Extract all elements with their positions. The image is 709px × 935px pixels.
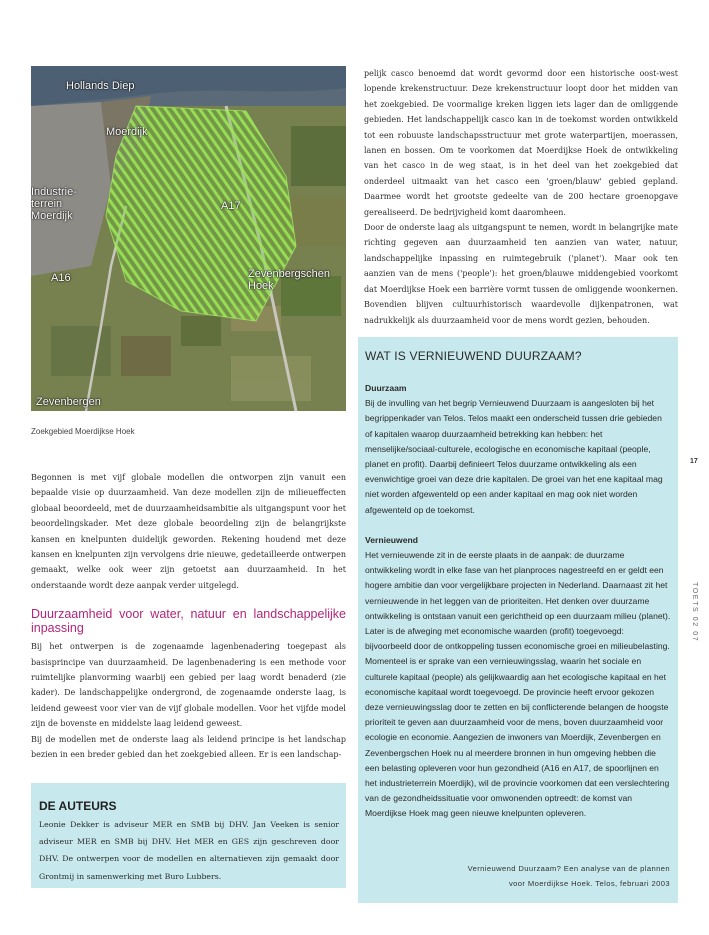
authors-text: Leonie Dekker is adviseur MER en SMB bij DHV. Jan Veeken is senior adviseur MER en SMB bij DHV. Het MER en GES zijn geschreven door DHV. De ontwerpen voor de modellen en alternatieven zijn gemaakt door Grontmij in samenwerking met Buro Lubbers. — [39, 820, 339, 881]
photo-caption: Zoekgebied Moerdijkse Hoek — [31, 427, 135, 436]
paragraph: pelijk casco benoemd dat wordt gevormd door een historische oost-west lopende krekenstructuur. Deze krekenstructuur loopt door het midden van het zoekgebied. De voormalige kreken liggen iets lager dan de omliggende gebieden. Het landschappelijk casco kan in de toekomst worden ontwikkeld tot een robuuste landschapsstructuur met grote waterpartijen, moerassen, lanen en bossen. Om te voorkomen dat Moerdijkse Hoek de ontwikkeling van het casco in de weg staat, is in het deel van het zoekgebied dat onderdeel uitmaakt van het casco een 'groen/blauw' gebied gepland. Daarmee wordt het grootste gedeelte van de 200 hectare groenopgave gerealiseerd. De bedrijvigheid komt daaromheen. — [364, 69, 678, 217]
map-label-a17: A17 — [221, 200, 241, 212]
map-label-zevenbergen: Zevenbergen — [36, 396, 101, 408]
sidebar-box — [358, 337, 678, 903]
authors-box — [31, 783, 346, 888]
section-heading: Duurzaamheid voor water, natuur en landschappelijke inpassing — [31, 607, 346, 636]
sidebar-subheading: Duurzaam — [365, 383, 407, 393]
sidebar-body — [365, 381, 671, 822]
reference-line: Vernieuwend Duurzaam? Een analyse van de plannen — [467, 864, 670, 873]
sidebar-reference — [468, 861, 670, 891]
map-label-moerdijk: Moerdijk — [106, 126, 148, 138]
reference-line: voor Moerdijkse Hoek. Telos, februari 2003 — [508, 879, 670, 888]
aerial-photo-image — [31, 66, 346, 411]
paragraph: Bij het ontwerpen is de zogenaamde lagenbenadering toegepast als basisprincipe van duurzaamheid. De lagenbenadering is een methode voor ruimtelijke planvorming waarbij een gebied per laag wordt benaderd (zie kader). De landschappelijke ondergrond, de zogenaamde onderste laag, is leidend geweest voor vier van de vijf globale modellen. Voor het vijfde model zijn de bovenste en middelste laag leidend geweest. — [31, 642, 346, 729]
aerial-photo — [31, 66, 346, 411]
map-label-hollands-diep: Hollands Diep — [66, 80, 135, 92]
sidebar-subheading: Vernieuwend — [365, 534, 419, 545]
sidebar-paragraph: Bij de invulling van het begrip Vernieuwend Duurzaam is aangesloten bij het begrippenkader van Telos. Telos maakt een onderscheid tussen drie gebieden of kapitalen waarop duurzaamheid betrekking kan hebben: het menselijke/sociaal-culturele, ecologische en economische kapitaal (people, planet en profit). Daarbij definieert Telos duurzame ontwikkeling als een evenwichtige groei van deze drie kapitalen. De groei van het ene kapitaal mag niet worden afgewenteld op een ander kapitaal en mag ook niet worden afgewenteld op de toekomst. — [365, 398, 663, 515]
map-label-industrieterrein: Industrie- terrein Moerdijk — [31, 186, 77, 222]
right-column-text — [364, 66, 678, 328]
sidebar-paragraph: Het vernieuwende zit in de eerste plaats in de aanpak: de duurzame ontwikkeling wordt in elke fase van het planproces nagestreefd en er geldt een hogere ambitie dan voor vergelijkbare projecten in Nederland. Daarnaast zit het vernieuwende in het leggen van de prioriteiten. Het denken over duurzame ontwikkeling is ontstaan vanuit een gerichtheid op een duurzaam milieu (planet). Later is de afweging met economische waarden (profit) toegevoegd: bijvoorbeeld door de ontkoppeling tussen economische groei en milieubelasting. Momenteel is er sprake van een vernieuwingsslag, waarin het sociale en culturele kapitaal (people) als gelijkwaardig aan het ecologische kapitaal en het economische kapitaal wordt toegevoegd. De provincie heeft ervoor gekozen deze vernieuwingsslag door te zetten en bij conflicterende belangen de hoogste prioriteit te geven aan duurzaamheid voor de mens, boven duurzaamheid voor ecologie en economie. Aangezien de inwoners van Moerdijk, Zevenbergen en Zevenbergschen Hoek nu al meerdere bronnen in hun omgeving hebben die een belasting opleveren voor hun gezondheid (A16 en A17, de spoorlijnen en het industrieterrein Moerdijk), wil de provincie voorkomen dat een verslechtering van de gezondheidssituatie voor omwonenden optreedt: de komst van Moerdijkse Hoek mag geen nieuwe knelpunten opleveren. — [365, 550, 671, 819]
authors-title: DE AUTEURS — [39, 799, 117, 813]
paragraph: Door de onderste laag als uitgangspunt te nemen, wordt in belangrijke mate richting gegeven aan duurzaamheid ten aanzien van water, natuur, landschappelijke inpassing en ruimtegebruik ('planet'). Maar ook ten aanzien van de mens ('people'): het groen/blauwe middengebied voorkomt dat Moerdijkse Hoek een barrière vormt tussen de omliggende woonkernen. Bovendien blijven cultuurhistorisch waardevolle dijkenpatronen, wat nadrukkelijk als duurzaamheid voor de mens wordt gezien, behouden. — [364, 223, 678, 325]
map-label-zevenbergschen-hoek: Zevenbergschen Hoek — [248, 268, 330, 292]
journal-tag: TOETS 02 07 — [691, 582, 698, 643]
sidebar-title: WAT IS VERNIEUWEND DUURZAAM? — [365, 349, 582, 363]
paragraph: Bij de modellen met de onderste laag als leidend principe is het landschap bezien in een breder gebied dan het zoekgebied alleen. Er is een landschap- — [31, 734, 346, 760]
map-label-a16: A16 — [51, 272, 71, 284]
intro-paragraph: Begonnen is met vijf globale modellen die ontworpen zijn vanuit een bepaalde visie op duurzaamheid. Van deze modellen zijn de milieueffecten globaal beoordeeld, met de duurzaamheidsambitie als uitgangspunt voor het beoordelingskader. Met deze globale beoordeling zijn de belangrijkste kansen en knelpunten duidelijk geworden. Rekening houdend met deze kansen en knelpunten zijn vervolgens drie nieuwe, gedetailleerde ontwerpen gemaakt, welke ook weer zijn getoetst aan duurzaamheid. In het onderstaande wordt deze aanpak verder uitgelegd. — [31, 473, 346, 590]
left-column-text — [31, 470, 346, 763]
page-number: 17 — [690, 458, 698, 465]
